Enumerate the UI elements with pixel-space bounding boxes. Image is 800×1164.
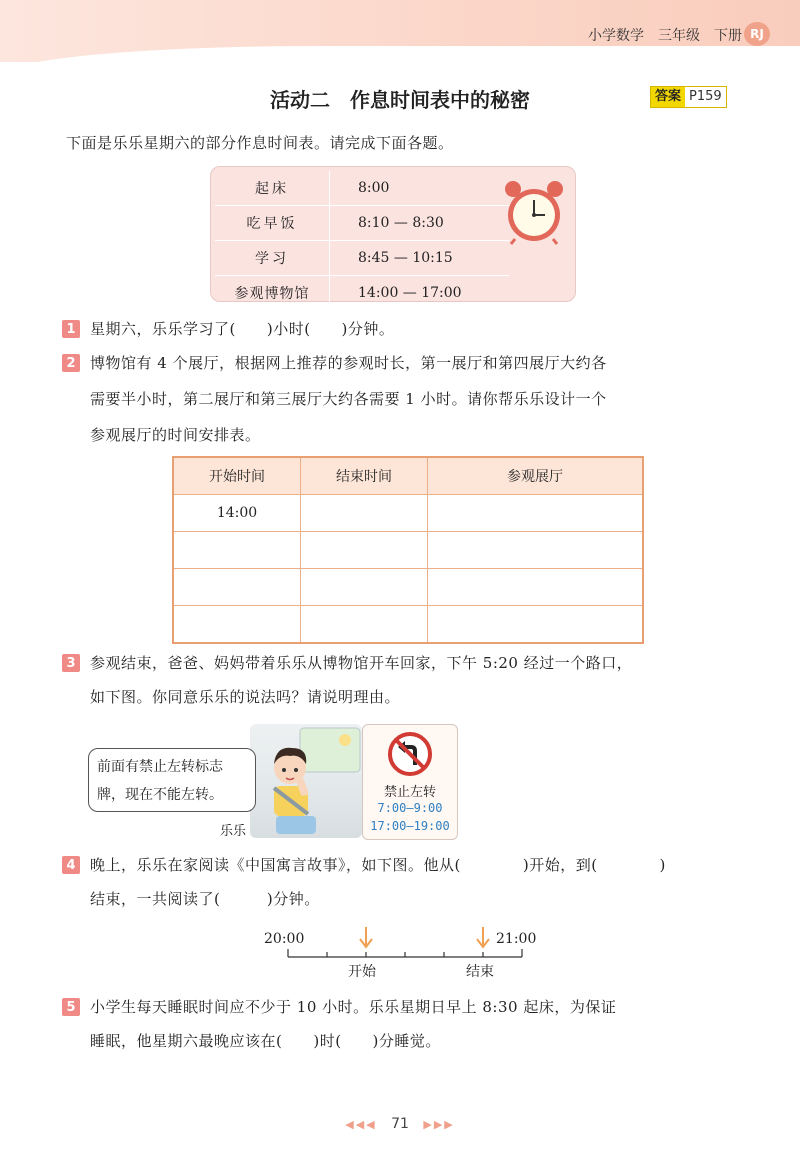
header-volume: 下册: [714, 28, 742, 44]
table-row: [173, 495, 643, 532]
table-row: [215, 241, 509, 276]
schedule-activity: 参观博物馆: [215, 276, 330, 311]
timeline-start-label: 20:00: [264, 931, 305, 947]
question-1-text: 星期六，乐乐学习了( )小时( )分钟。: [90, 320, 395, 338]
schedule-table: [210, 166, 576, 302]
start-time-cell[interactable]: [173, 606, 301, 644]
question-4-line1: 晚上，乐乐在家阅读《中国寓言故事》，如下图。他从( )开始，到( ): [90, 856, 666, 874]
question-4-line2: 结束，一共阅读了( )分钟。: [90, 890, 320, 908]
question-2-line2: 需要半小时，第二展厅和第三展厅大约各需要 1 小时。请你帮乐乐设计一个: [90, 390, 607, 408]
schedule-activity: 学习: [215, 241, 330, 276]
timeline-end-label: 21:00: [496, 931, 537, 947]
schedule-time: 8:00: [330, 171, 510, 206]
footer-right-arrows: ▶▶▶: [423, 1118, 455, 1131]
end-time-cell[interactable]: [301, 606, 428, 644]
question-3-line2: 如下图。你同意乐乐的说法吗？请说明理由。: [90, 688, 401, 706]
end-time-cell[interactable]: [301, 495, 428, 532]
question-2-line1: 博物馆有 4 个展厅，根据网上推荐的参观时长，第一展厅和第四展厅大约各: [90, 354, 607, 372]
question-number-1: 1: [62, 320, 80, 338]
timeline-mark-start: 开始: [348, 964, 376, 980]
question-number-3: 3: [62, 654, 80, 672]
table-row: [173, 532, 643, 569]
bubble-line1: 前面有禁止左转标志: [97, 759, 223, 775]
footer-left-arrows: ◀◀◀: [345, 1118, 377, 1131]
sign-time-2: 17:00—19:00: [370, 819, 450, 833]
schedule-time: 8:10 — 8:30: [330, 206, 510, 241]
end-time-cell[interactable]: [301, 569, 428, 606]
table-row: [215, 171, 509, 206]
question-number-4: 4: [62, 856, 80, 874]
col-hall: 参观展厅: [428, 457, 644, 495]
speech-bubble: [88, 748, 256, 812]
header-grade: 三年级: [658, 28, 700, 44]
hall-cell[interactable]: [428, 532, 644, 569]
col-end-time: 结束时间: [301, 457, 428, 495]
start-time-cell[interactable]: [173, 569, 301, 606]
edition-badge: RJ: [744, 22, 770, 46]
question-number-2: 2: [62, 354, 80, 372]
bubble-line2: 牌，现在不能左转。: [97, 787, 223, 803]
speaker-label: 乐乐: [220, 824, 247, 839]
end-time-cell[interactable]: [301, 532, 428, 569]
car-scene-illustration: [250, 724, 362, 838]
hall-cell[interactable]: [428, 495, 644, 532]
start-time-cell[interactable]: [173, 532, 301, 569]
answer-page: P159: [685, 87, 726, 107]
question-5-line2: 睡眠，他星期六最晚应该在( )时( )分睡觉。: [90, 1032, 441, 1050]
no-left-turn-icon: [387, 731, 433, 777]
schedule-time: 14:00 — 17:00: [358, 285, 462, 301]
schedule-activity: 起床: [215, 171, 330, 206]
page-footer: [0, 1116, 800, 1132]
table-header-row: [173, 457, 643, 495]
timeline-mark-end: 结束: [466, 964, 494, 980]
header-subject: 小学数学: [588, 28, 644, 44]
boy-in-car-icon: [250, 724, 362, 838]
reading-timeline: [260, 925, 560, 989]
hall-cell[interactable]: [428, 569, 644, 606]
alarm-clock-icon: [501, 179, 567, 245]
question-number-5: 5: [62, 998, 80, 1016]
page-number: 71: [391, 1116, 409, 1132]
traffic-sign: [362, 724, 458, 840]
sign-title: 禁止左转: [383, 785, 436, 800]
table-row: [215, 206, 509, 241]
plan-table: [172, 456, 644, 644]
col-start-time: 开始时间: [173, 457, 301, 495]
hall-cell[interactable]: [428, 606, 644, 644]
answer-label: 答案: [651, 87, 685, 107]
question-5-line1: 小学生每天睡眠时间应不少于 10 小时。乐乐星期日早上 8:30 起床，为保证: [90, 998, 617, 1016]
page-title: 活动二 作息时间表中的秘密: [270, 88, 530, 112]
table-row: [215, 276, 509, 311]
sign-time-1: 7:00—9:00: [377, 801, 443, 815]
table-row: [173, 606, 643, 644]
start-time-cell: 14:00: [173, 495, 301, 532]
intro-text: 下面是乐乐星期六的部分作息时间表。请完成下面各题。: [66, 134, 454, 152]
header-info: [588, 25, 742, 45]
schedule-activity: 吃早饭: [215, 206, 330, 241]
answer-tag[interactable]: [650, 86, 727, 108]
question-2-line3: 参观展厅的时间安排表。: [90, 426, 261, 444]
table-row: [173, 569, 643, 606]
question-3-line1: 参观结束，爸爸、妈妈带着乐乐从博物馆开车回家，下午 5:20 经过一个路口，: [90, 654, 633, 672]
schedule-time: 8:45 — 10:15: [330, 241, 510, 276]
